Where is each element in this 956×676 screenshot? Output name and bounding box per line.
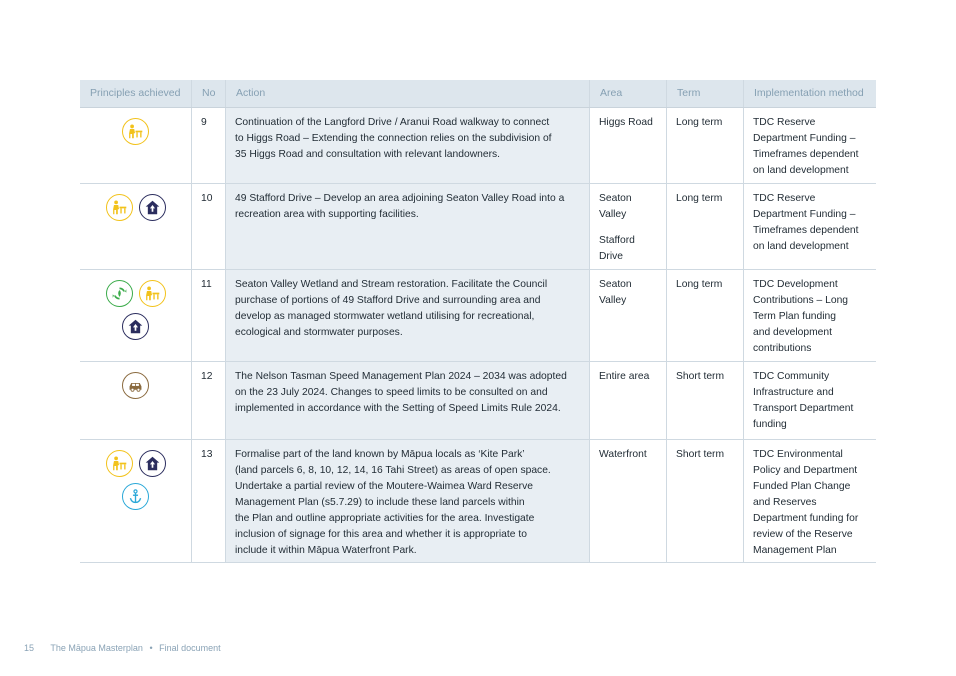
area-cell xyxy=(589,362,666,439)
action-line: include it within Māpua Waterfront Park. xyxy=(235,545,417,556)
area-line: Seaton xyxy=(599,279,632,290)
table-row xyxy=(80,270,876,362)
area-line: Valley xyxy=(599,295,627,306)
action-line: 49 Stafford Drive – Develop an area adjoining Seaton Valley Road into a xyxy=(235,193,565,204)
method-line: Funded Plan Change xyxy=(753,481,851,492)
method-line: TDC Environmental xyxy=(753,449,843,460)
community-icon xyxy=(139,450,166,477)
method-line: Department Funding – xyxy=(753,209,856,220)
method-line: Management Plan xyxy=(753,545,837,556)
method-line: Department Funding – xyxy=(753,133,856,144)
principles-cell xyxy=(80,108,191,183)
row-number: 11 xyxy=(191,270,225,361)
area-cell xyxy=(589,184,666,269)
header-no: No xyxy=(191,80,225,107)
method-line: Department funding for xyxy=(753,513,859,524)
term-cell: Short term xyxy=(666,440,743,562)
table-row xyxy=(80,184,876,270)
principles-cell xyxy=(80,440,191,562)
action-line: purchase of portions of 49 Stafford Drive and surrounding area and xyxy=(235,295,541,306)
term-cell: Short term xyxy=(666,362,743,439)
actions-table xyxy=(80,80,876,563)
method-line: funding xyxy=(753,419,787,430)
area-cell xyxy=(589,440,666,562)
community-icon xyxy=(122,313,149,340)
area-line: Waterfront xyxy=(599,449,647,460)
recreation-icon xyxy=(139,280,166,307)
method-line: Timeframes dependent xyxy=(753,225,859,236)
action-line: on the 23 July 2024. Changes to speed limits to be consulted on and xyxy=(235,387,548,398)
method-cell xyxy=(743,270,876,361)
principles-cell xyxy=(80,270,191,361)
action-line: Undertake a partial review of the Moutere-Waimea Ward Reserve xyxy=(235,481,533,492)
area-line: Stafford xyxy=(599,235,635,246)
method-line: Transport Department xyxy=(753,403,854,414)
area-line: Drive xyxy=(599,251,624,262)
environment-icon xyxy=(106,280,133,307)
action-line: Formalise part of the land known by Māpua locals as ‘Kite Park’ xyxy=(235,449,525,460)
table-row xyxy=(80,440,876,563)
transport-icon xyxy=(122,372,149,399)
action-line: to Higgs Road – Extending the connection relies on the subdivision of xyxy=(235,133,552,144)
recreation-icon xyxy=(122,118,149,145)
method-line: and development xyxy=(753,327,833,338)
table-body xyxy=(80,108,876,563)
action-line: The Nelson Tasman Speed Management Plan 2024 – 2034 was adopted xyxy=(235,371,567,382)
header-principles: Principles achieved xyxy=(90,87,181,99)
action-line: Management Plan (s5.7.29) to include these land parcels within xyxy=(235,497,525,508)
area-cell xyxy=(589,270,666,361)
method-cell xyxy=(743,362,876,439)
community-icon xyxy=(139,194,166,221)
header-area: Area xyxy=(589,80,666,107)
action-cell xyxy=(225,362,589,439)
header-action: Action xyxy=(225,80,589,107)
method-line: TDC Reserve xyxy=(753,117,816,128)
method-cell xyxy=(743,184,876,269)
method-cell xyxy=(743,440,876,562)
action-cell xyxy=(225,440,589,562)
method-line: on land development xyxy=(753,241,849,252)
method-line: review of the Reserve xyxy=(753,529,853,540)
principles-cell xyxy=(80,362,191,439)
document-title: The Māpua Masterplan xyxy=(50,643,143,653)
page-footer xyxy=(24,643,221,653)
table-header xyxy=(80,80,876,108)
document-status: Final document xyxy=(159,643,221,653)
action-cell xyxy=(225,270,589,361)
water-icon xyxy=(122,483,149,510)
action-line: implemented in accordance with the Setting of Speed Limits Rule 2024. xyxy=(235,403,561,414)
method-line: Timeframes dependent xyxy=(753,149,859,160)
area-line: Higgs Road xyxy=(599,117,653,128)
header-term: Term xyxy=(666,80,743,107)
term-cell: Long term xyxy=(666,184,743,269)
term-cell: Long term xyxy=(666,108,743,183)
row-number: 13 xyxy=(191,440,225,562)
action-line: ecological and stormwater purposes. xyxy=(235,327,403,338)
area-line: Valley xyxy=(599,209,627,220)
area-cell xyxy=(589,108,666,183)
method-line: contributions xyxy=(753,343,812,354)
action-line: the Plan and outline appropriate activities for the area. Investigate xyxy=(235,513,535,524)
method-line: Policy and Department xyxy=(753,465,858,476)
row-number: 9 xyxy=(191,108,225,183)
method-line: Infrastructure and xyxy=(753,387,834,398)
action-line: 35 Higgs Road and consultation with relevant landowners. xyxy=(235,149,501,160)
method-line: Term Plan funding xyxy=(753,311,836,322)
table-row xyxy=(80,362,876,440)
action-line: develop as managed stormwater wetland utilising for recreational, xyxy=(235,311,535,322)
principles-cell xyxy=(80,184,191,269)
area-line: Entire area xyxy=(599,371,650,382)
action-cell xyxy=(225,108,589,183)
recreation-icon xyxy=(106,194,133,221)
row-number: 10 xyxy=(191,184,225,269)
page-number: 15 xyxy=(24,643,35,653)
method-cell xyxy=(743,108,876,183)
action-line: inclusion of signage for this area and whether it is appropriate to xyxy=(235,529,527,540)
method-line: TDC Development xyxy=(753,279,838,290)
footer-separator: • xyxy=(149,643,153,653)
action-line: recreation area with supporting facilities. xyxy=(235,209,419,220)
action-line: (land parcels 6, 8, 10, 12, 14, 16 Tahi Street) as areas of open space. xyxy=(235,465,551,476)
method-line: and Reserves xyxy=(753,497,817,508)
recreation-icon xyxy=(106,450,133,477)
method-line: Contributions – Long xyxy=(753,295,849,306)
area-line: Seaton xyxy=(599,193,632,204)
term-cell: Long term xyxy=(666,270,743,361)
action-line: Continuation of the Langford Drive / Aranui Road walkway to connect xyxy=(235,117,550,128)
action-cell xyxy=(225,184,589,269)
method-line: TDC Reserve xyxy=(753,193,816,204)
header-method: Implementation method xyxy=(743,80,876,107)
method-line: on land development xyxy=(753,165,849,176)
method-line: TDC Community xyxy=(753,371,830,382)
row-number: 12 xyxy=(191,362,225,439)
table-row xyxy=(80,108,876,184)
action-line: Seaton Valley Wetland and Stream restoration. Facilitate the Council xyxy=(235,279,548,290)
